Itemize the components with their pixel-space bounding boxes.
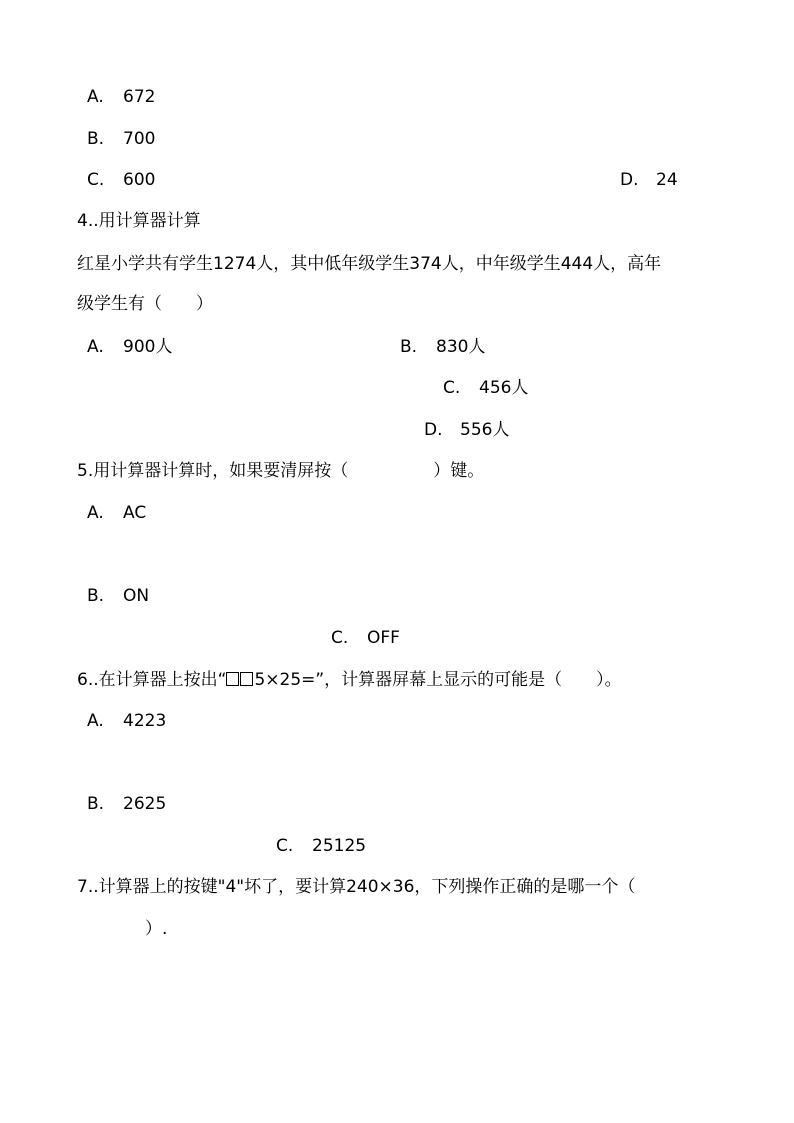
q3-option-a: [87, 86, 155, 108]
q6-option-a: [87, 710, 166, 732]
option-text: 600: [123, 170, 156, 190]
q5-text: 5.用计算器计算时，如果要清屏按（ ）键。: [77, 461, 485, 481]
q4-option-c: [443, 377, 528, 399]
option-label: A.: [87, 503, 104, 523]
option-text: 700: [123, 129, 156, 149]
q4-option-d: [424, 419, 509, 441]
q3-option-d: [620, 169, 678, 191]
option-text: 900人: [123, 337, 173, 357]
option-text: 4223: [123, 711, 167, 731]
q4-text-line2: 级学生有（ ）: [77, 294, 213, 314]
q4-text-line1: 红星小学共有学生1274人，其中低年级学生374人，中年级学生444人，高年: [77, 254, 662, 274]
q6-text: [77, 669, 622, 691]
option-label: C.: [87, 170, 105, 190]
q5-option-c: [331, 627, 400, 649]
q3-option-c: [87, 169, 155, 191]
option-label: B.: [400, 337, 418, 357]
option-label: C.: [443, 378, 461, 398]
q7-text-line2: ）.: [77, 919, 168, 939]
q6-text-before: 6..在计算器上按出“: [77, 670, 227, 690]
option-text: 556人: [460, 420, 510, 440]
q6-text-after: 5×25=”，计算器屏幕上显示的可能是（ ）。: [254, 670, 622, 690]
option-label: C.: [276, 836, 294, 856]
option-text: 24: [656, 170, 678, 190]
option-label: D.: [424, 420, 443, 440]
option-label: A.: [87, 337, 104, 357]
option-text: AC: [123, 503, 147, 523]
q3-option-b: [87, 128, 155, 150]
option-text: 2625: [123, 794, 167, 814]
q5-option-b: [87, 585, 149, 607]
blank-box-icon: [226, 672, 239, 686]
q4-title: 4..用计算器计算: [77, 211, 201, 231]
q5-option-a: [87, 502, 146, 524]
option-text: OFF: [367, 628, 400, 648]
q4-option-b: [400, 336, 485, 358]
option-text: ON: [123, 586, 150, 606]
option-text: 456人: [479, 378, 529, 398]
q4-option-a: [87, 336, 172, 358]
option-text: 830人: [436, 337, 486, 357]
option-label: C.: [331, 628, 349, 648]
option-text: 672: [123, 87, 156, 107]
option-label: D.: [620, 170, 639, 190]
option-label: B.: [87, 794, 105, 814]
option-text: 25125: [312, 836, 367, 856]
option-label: B.: [87, 586, 105, 606]
blank-box-icon: [240, 672, 253, 686]
option-label: B.: [87, 129, 105, 149]
q6-option-b: [87, 793, 166, 815]
q7-text-line1: 7..计算器上的按键"4"坏了，要计算240×36，下列操作正确的是哪一个（: [77, 877, 636, 897]
option-label: A.: [87, 711, 104, 731]
q6-option-c: [276, 835, 366, 857]
option-label: A.: [87, 87, 104, 107]
